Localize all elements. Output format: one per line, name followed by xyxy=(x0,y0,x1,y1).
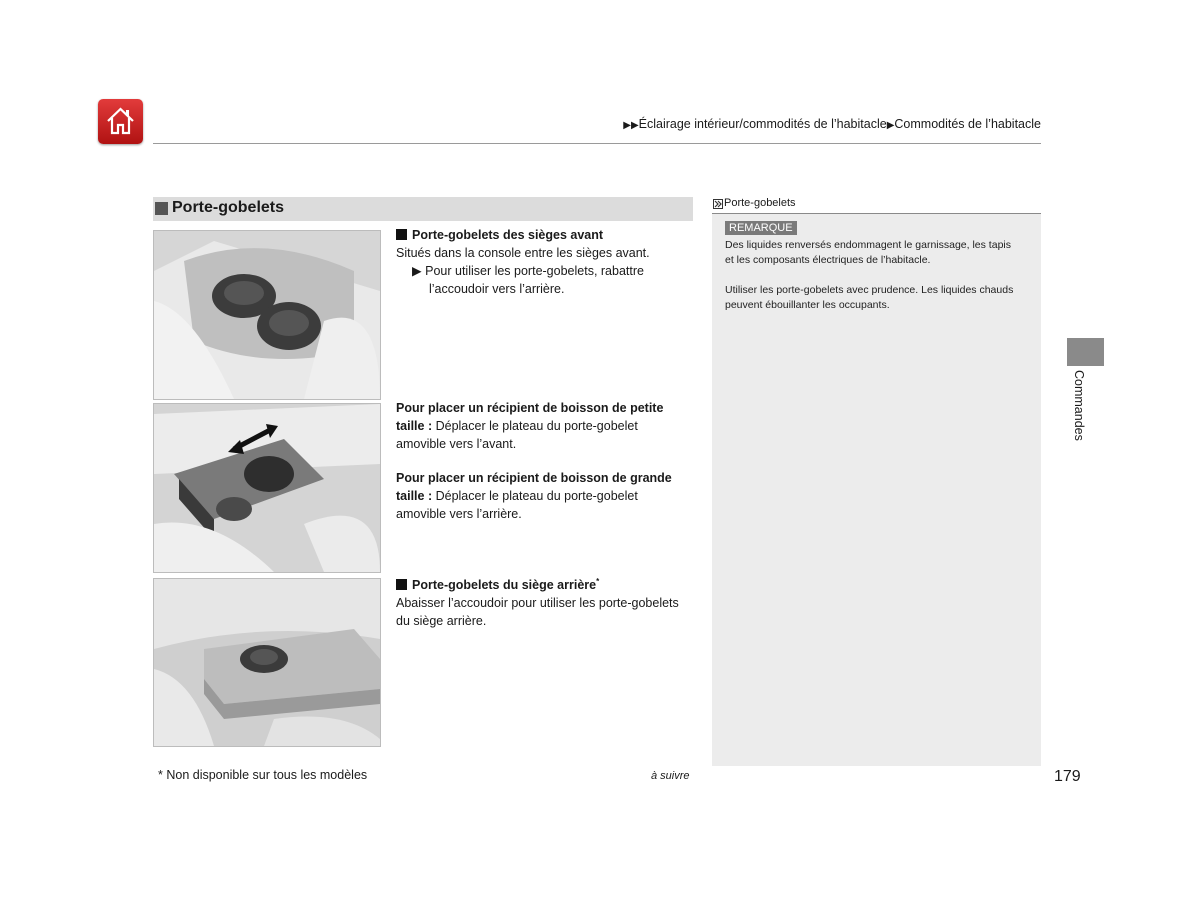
footnote: * Non disponible sur tous les modèles xyxy=(158,768,368,782)
rear-armrest-illustration xyxy=(153,578,381,747)
chapter-tab-label: Commandes xyxy=(1072,370,1086,441)
rear-cupholders-heading: Porte-gobelets du siège arrière* xyxy=(396,573,679,594)
front-cupholders-instruction-cont: l’accoudoir vers l’arrière. xyxy=(429,282,565,296)
continued-label: à suivre xyxy=(651,770,690,782)
sidebar-note-2: Utiliser les porte-gobelets avec prudence. Les liquides chauds peuvent ébouillanter les occupants. xyxy=(725,284,1014,311)
large-cup-text: taille : Déplacer le plateau du porte-gobelet xyxy=(396,489,638,503)
large-cup-block xyxy=(396,469,672,523)
front-cupholders-text: Situés dans la console entre les sièges avant. xyxy=(396,246,650,260)
front-cupholder-illustration xyxy=(153,230,381,400)
heading-square-icon xyxy=(396,579,407,590)
section-title: Porte-gobelets xyxy=(172,199,285,216)
rear-cupholders-text-cont: du siège arrière. xyxy=(396,614,487,629)
section-square-icon xyxy=(155,202,168,215)
reference-icon xyxy=(713,199,723,209)
front-cupholders-heading: Porte-gobelets des sièges avant xyxy=(396,226,650,244)
home-icon xyxy=(105,106,136,137)
sidebar-note-1: Des liquides renversés endommagent le garnissage, les tapis et les composants électriques de l’habitacle. xyxy=(725,239,1011,266)
sidebar-header xyxy=(712,196,1041,214)
small-cup-heading: Pour placer un récipient de boisson de petite xyxy=(396,401,664,415)
small-cup-text-cont: amovible vers l’avant. xyxy=(396,437,517,451)
front-cupholders-instruction: ▶ Pour utiliser les porte-gobelets, rabattre xyxy=(412,264,644,278)
front-cupholders-block xyxy=(396,226,650,298)
cupholder-tray-illustration xyxy=(153,403,381,573)
breadcrumb-item[interactable]: Éclairage intérieur/commodités de l’habitacle xyxy=(638,117,887,131)
breadcrumb-arrow-icon: ▶ xyxy=(886,120,895,131)
chapter-tab[interactable] xyxy=(1067,338,1104,366)
heading-square-icon xyxy=(396,229,407,240)
small-cup-block xyxy=(396,399,663,453)
breadcrumb-arrow-icon: ▶▶ xyxy=(623,120,639,131)
rear-cupholders-text: Abaisser l’accoudoir pour utiliser les porte-gobelets xyxy=(396,596,679,611)
breadcrumb xyxy=(623,117,1041,131)
large-cup-heading: Pour placer un récipient de boisson de grande xyxy=(396,471,672,485)
remarque-badge: REMARQUE xyxy=(725,221,797,235)
breadcrumb-item[interactable]: Commodités de l’habitacle xyxy=(894,117,1041,131)
home-button[interactable] xyxy=(98,99,143,144)
section-title-bar xyxy=(153,197,693,221)
large-cup-text-cont: amovible vers l’arrière. xyxy=(396,507,522,521)
header-divider xyxy=(153,143,1041,144)
small-cup-text: taille : Déplacer le plateau du porte-gobelet xyxy=(396,419,638,433)
arrow-icon: ▶ xyxy=(412,264,422,278)
rear-cupholders-block xyxy=(396,573,679,630)
sidebar-panel xyxy=(712,196,1041,766)
footnote-marker: * xyxy=(596,577,600,586)
page-number: 179 xyxy=(1054,768,1081,785)
sidebar-title: Porte-gobelets xyxy=(724,197,796,209)
